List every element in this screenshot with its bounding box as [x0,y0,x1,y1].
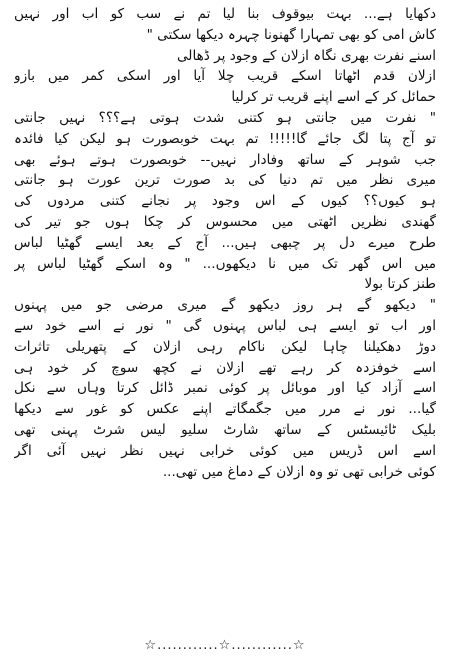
text-line: گیا... نور نے مرر میں جگمگاتے اپنے عکس کو غور سے دیکھا [14,401,436,418]
text-line: اسے اس ڈریس میں کوئی خرابی نہیں نظر نہیں آئی اگر [14,442,436,459]
text-line: کاش امی کو بھی تمہارا گھنونا چہرہ دیکھا سکتی " [146,26,436,43]
text-line: کوئی خرابی تھی تو وہ ازلان کے دماغ میں تھی... [162,463,436,480]
text-line: اسے آزاد کیا اور موبائل پر کوئی نمبر ڈائل کرتا وہاں سے نکل [14,380,436,397]
text-line: میری نظر میں تم دنیا کی بد صورت ترین عورت ہو جانتی [14,172,436,189]
text-line: اسنے نفرت بھری نگاہ ازلان کے وجود پر ڈھالی [176,47,436,64]
text-line: میں اس گھر تک میں نا دیکھوں... " وہ اسکے گھٹیا لباس پر [14,255,436,272]
text-line: دکھایا ہے... بہت بیوقوف بنا لیا تم نے سب کو اب اور نہیں [14,6,436,22]
text-line: تو آج پتا لگ جائے گا!!!!! تم بہت خوبصورت ہو لیکن کیا فائدہ [14,130,436,147]
text-line: جب شوہر کے ساتھ وفادار نہیں-- خوبصورت ہوتے ہوئے بھی [14,151,436,168]
text-line: ہو کیوں؟؟ کیوں کے اس وجود پر نجانے کتنی مردوں کی [14,193,436,210]
text-line: حمائل کر کے اسے اپنے قریب تر کرلیا [231,89,436,106]
text-line: طرح میرے دل پر چبھی ہیں... آج کے بعد ایسے گھٹیا لباس [14,234,436,251]
text-line: ازلان قدم اٹھاتا اسکے قریب چلا آیا اور اسکی کمر میں بازو [14,68,436,85]
story-text [14,4,436,482]
text-line: گھندی نظریں اٹھتی میں محسوس کر چکا ہوں جو تیر کی [14,213,436,230]
text-line: اور اب تو ایسے ہی لباس پہنوں گی " نور نے اسے خود سے [14,317,436,334]
text-line: " دیکھو گے ہر روز دیکھو گے میری مرضی جو میں پہنوں [14,297,436,314]
text-line: طنز کرتا بولا [364,276,436,293]
text-line: " نفرت میں جانتی ہو کتنی شدت ہوتی ہے؟؟؟ نہیں جانتی [14,109,436,126]
text-line: بلیک ٹائیسٹس کے ساتھ شارٹ سلیو لیس شرٹ پہنی تھی [14,421,436,438]
text-line: اسے خوفزدہ کر رہے تھے ازلان نے کچھ سوچ کر خود ہی [14,359,436,376]
text-line: دوڑ دھکیلنا چاہا لیکن ناکام رہی ازلان کے پتھریلی تاثرات [14,338,436,355]
section-divider: ☆............☆............☆ [144,638,306,653]
